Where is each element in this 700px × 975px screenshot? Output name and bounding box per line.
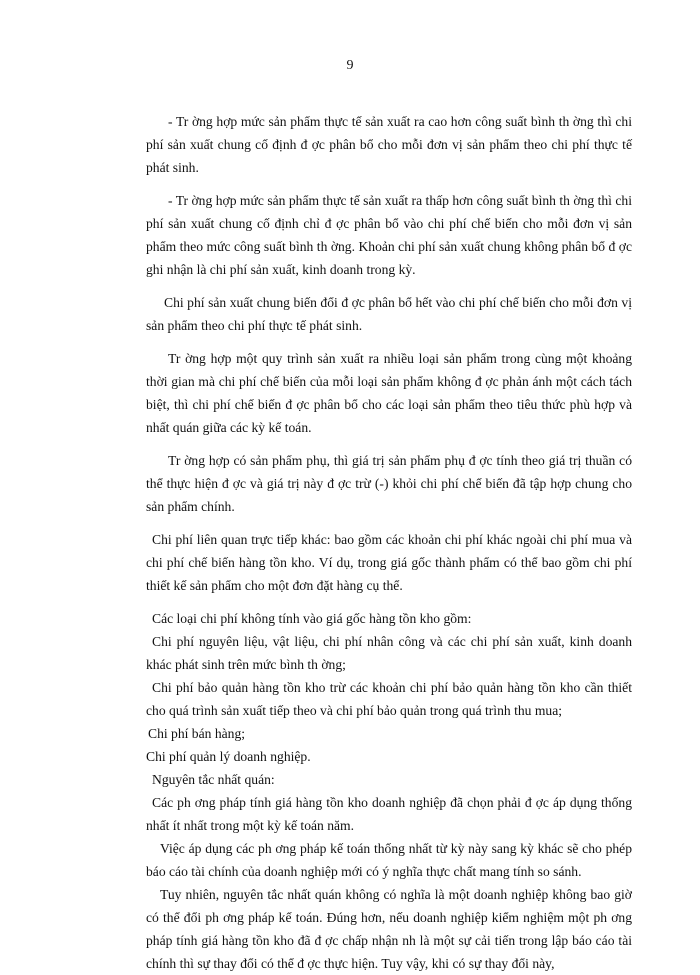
- paragraph: Các loại chi phí không tính vào giá gốc hàng tồn kho gồm:: [152, 611, 472, 626]
- paragraph: Chi phí quản lý doanh nghiệp.: [146, 749, 311, 764]
- page-number: 9: [346, 58, 354, 73]
- paragraph: Chi phí bảo quản hàng tồn kho trừ các khoản chi phí bảo quản hàng tồn kho cần thiết cho quá trình sản xuất tiếp theo và chi phí bảo quản trong quá trình thu mua;: [146, 680, 632, 718]
- paragraph: Chi phí bán hàng;: [148, 726, 246, 741]
- body-text: [146, 110, 632, 975]
- paragraph: Chi phí sản xuất chung biến đổi đ ợc phân bổ hết vào chi phí chế biến cho mỗi đơn vị sản phẩm theo chi phí thực tế phát sinh.: [146, 295, 632, 333]
- paragraph: Nguyên tắc nhất quán:: [152, 772, 275, 787]
- paragraph: Tr ờng hợp có sản phẩm phụ, thì giá trị sản phẩm phụ đ ợc tính theo giá trị thuần có thể thực hiện đ ợc và giá trị này đ ợc trừ (-) khỏi chi phí chế biến đã tập hợp chung cho sản phẩm chính.: [146, 453, 632, 514]
- paragraph: Chi phí nguyên liệu, vật liệu, chi phí nhân công và các chi phí sản xuất, kinh doanh khác phát sinh trên mức bình th ờng;: [146, 634, 632, 672]
- paragraph: Tr ờng hợp một quy trình sản xuất ra nhiều loại sản phẩm trong cùng một khoảng thời gian mà chi phí chế biến của mỗi loại sản phẩm không đ ợc phản ánh một cách tách biệt, thì chi phí chế biến đ ợc phân bổ cho các loại sản phẩm theo tiêu thức phù hợp và nhất quán giữa các kỳ kế toán.: [146, 351, 632, 435]
- paragraph: Chi phí liên quan trực tiếp khác: bao gồm các khoản chi phí khác ngoài chi phí mua và chi phí chế biến hàng tồn kho. Ví dụ, trong giá gốc thành phẩm có thể bao gồm chi phí thiết kế sản phẩm cho một đơn đặt hàng cụ thể.: [146, 532, 632, 593]
- paragraph: Tuy nhiên, nguyên tắc nhất quán không có nghĩa là một doanh nghiệp không bao giờ có thể đổi ph ơng pháp kế toán. Đúng hơn, nếu doanh nghiệp kiểm nghiệm một ph ơng pháp tính giá hàng tồn kho đã đ ợc chấp nhận nh là một sự cải tiến trong lập báo cáo tài chính thì sự thay đổi có thể đ ợc thực hiện. Tuy vậy, khi có sự thay đổi này,: [146, 887, 632, 971]
- paragraph: - Tr ờng hợp mức sản phẩm thực tế sản xuất ra thấp hơn công suất bình th ờng thì chi phí sản xuất chung cố định chỉ đ ợc phân bổ vào chi phí chế biến cho mỗi đơn vị sản phẩm theo mức công suất bình th ờng. Khoản chi phí sản xuất chung không phân bổ đ ợc ghi nhận là chi phí sản xuất, kinh doanh trong kỳ.: [146, 193, 632, 277]
- paragraph: Việc áp dụng các ph ơng pháp kế toán thống nhất từ kỳ này sang kỳ khác sẽ cho phép báo cáo tài chính của doanh nghiệp mới có ý nghĩa thực chất mang tính so sánh.: [146, 841, 632, 879]
- paragraph: - Tr ờng hợp mức sản phẩm thực tế sản xuất ra cao hơn công suất bình th ờng thì chi phí sản xuất chung cố định đ ợc phân bổ cho mỗi đơn vị sản phẩm theo chi phí thực tế phát sinh.: [146, 114, 632, 175]
- paragraph: Các ph ơng pháp tính giá hàng tồn kho doanh nghiệp đã chọn phải đ ợc áp dụng thống nhất ít nhất trong một kỳ kế toán năm.: [146, 795, 632, 833]
